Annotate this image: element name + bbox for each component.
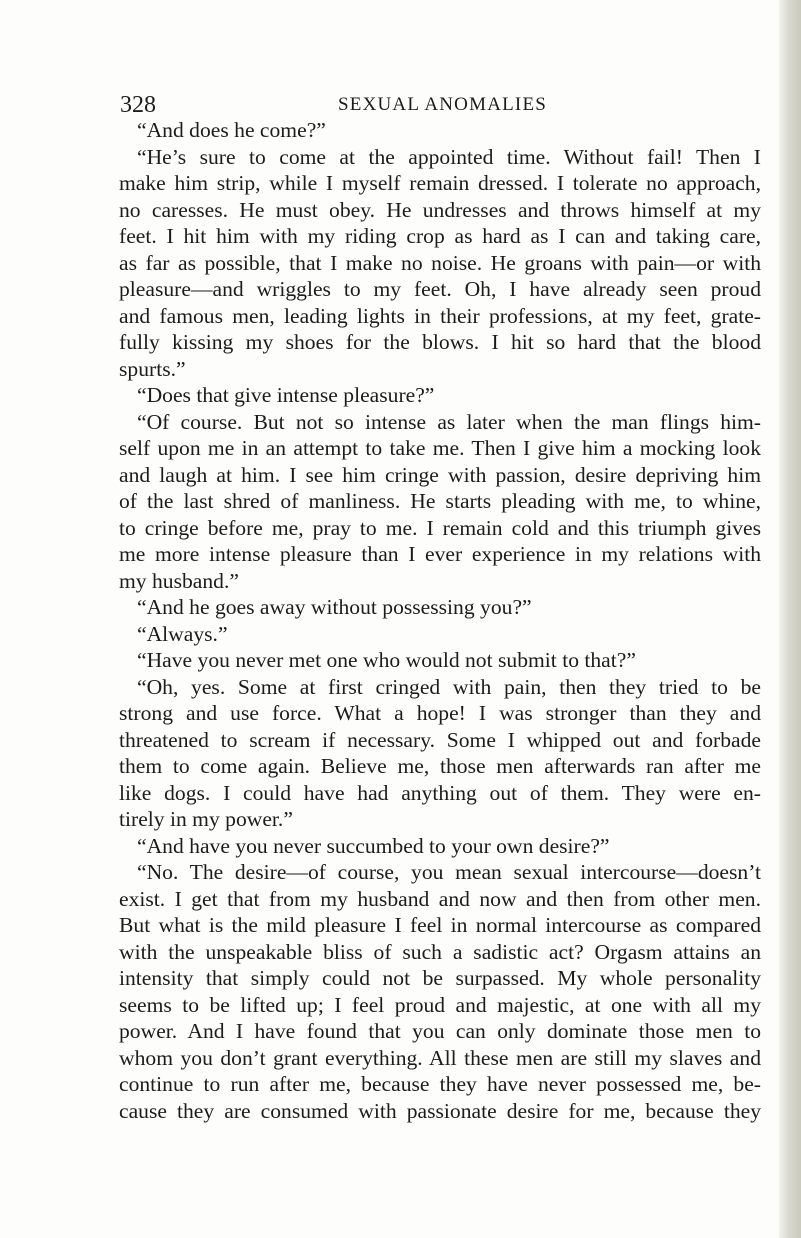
- text-line: fully kissing my shoes for the blows. I hit so hard that the blood: [119, 330, 761, 354]
- text-line: and laugh at him. I see him cringe with passion, desire depriving him: [119, 462, 761, 487]
- text-line: “Always.”: [137, 621, 228, 646]
- text-line: feet. I hit him with my riding crop as hard as I can and taking care,: [119, 224, 761, 248]
- text-line: of the last shred of manliness. He starts pleading with me, to whine,: [119, 489, 761, 513]
- body-text: [119, 117, 761, 1124]
- text-line: spurts.”: [119, 356, 186, 381]
- text-line: cause they are consumed with passionate desire for me, because they: [119, 1098, 761, 1123]
- text-line: “Of course. But not so intense as later when the man flings him-: [137, 409, 761, 434]
- text-line: self upon me in an attempt to take me. Then I give him a mocking look: [119, 436, 761, 460]
- text-line: and famous men, leading lights in their professions, at my feet, grate-: [119, 303, 761, 328]
- text-line: strong and use force. What a hope! I was stronger than they and: [119, 701, 761, 725]
- text-line: continue to run after me, because they have never possessed me, be-: [119, 1072, 761, 1096]
- text-line: “He’s sure to come at the appointed time. Without fail! Then I: [137, 144, 761, 169]
- text-line: make him strip, while I myself remain dressed. I tolerate no approach,: [119, 171, 761, 195]
- text-line: seems to be lifted up; I feel proud and majestic, at one with all my: [119, 992, 761, 1017]
- text-line: “No. The desire—of course, you mean sexual intercourse—doesn’t: [137, 860, 761, 884]
- text-line: intensity that simply could not be surpassed. My whole personality: [119, 966, 761, 990]
- text-line: “Have you never met one who would not submit to that?”: [137, 648, 636, 672]
- text-line: “Does that give intense pleasure?”: [137, 383, 435, 407]
- text-line: my husband.”: [119, 568, 239, 593]
- page-number: 328: [120, 92, 156, 118]
- text-line: “Oh, yes. Some at first cringed with pain, then they tried to be: [137, 674, 761, 699]
- text-line: power. And I have found that you can only dominate those men to: [119, 1019, 761, 1043]
- text-line: “And he goes away without possessing you?”: [137, 595, 532, 619]
- text-line: threatened to scream if necessary. Some I whipped out and forbade: [119, 727, 761, 752]
- text-line: tirely in my power.”: [119, 807, 293, 831]
- text-line: like dogs. I could have had anything out of them. They were en-: [119, 780, 761, 805]
- text-line: But what is the mild pleasure I feel in normal intercourse as compared: [119, 913, 761, 937]
- text-line: me more intense pleasure than I ever experience in my relations with: [119, 542, 761, 566]
- text-line: pleasure—and wriggles to my feet. Oh, I have already seen proud: [119, 277, 761, 301]
- page-edge-shadow: [779, 0, 801, 1238]
- page-header: [120, 92, 720, 120]
- text-line: whom you don’t grant everything. All these men are still my slaves and: [119, 1045, 761, 1070]
- text-line: exist. I get that from my husband and now and then from other men.: [119, 886, 761, 911]
- text-line: with the unspeakable bliss of such a sadistic act? Orgasm attains an: [119, 939, 761, 964]
- text-line: “And have you never succumbed to your own desire?”: [137, 833, 610, 858]
- text-line: to cringe before me, pray to me. I remain cold and this triumph gives: [119, 515, 761, 540]
- text-line: as far as possible, that I make no noise. He groans with pain—or with: [119, 250, 761, 275]
- running-title: SEXUAL ANOMALIES: [338, 94, 548, 115]
- text-line: no caresses. He must obey. He undresses and throws himself at my: [119, 197, 761, 222]
- text-line: them to come again. Believe me, those men afterwards ran after me: [119, 754, 761, 778]
- text-line: “And does he come?”: [137, 118, 326, 142]
